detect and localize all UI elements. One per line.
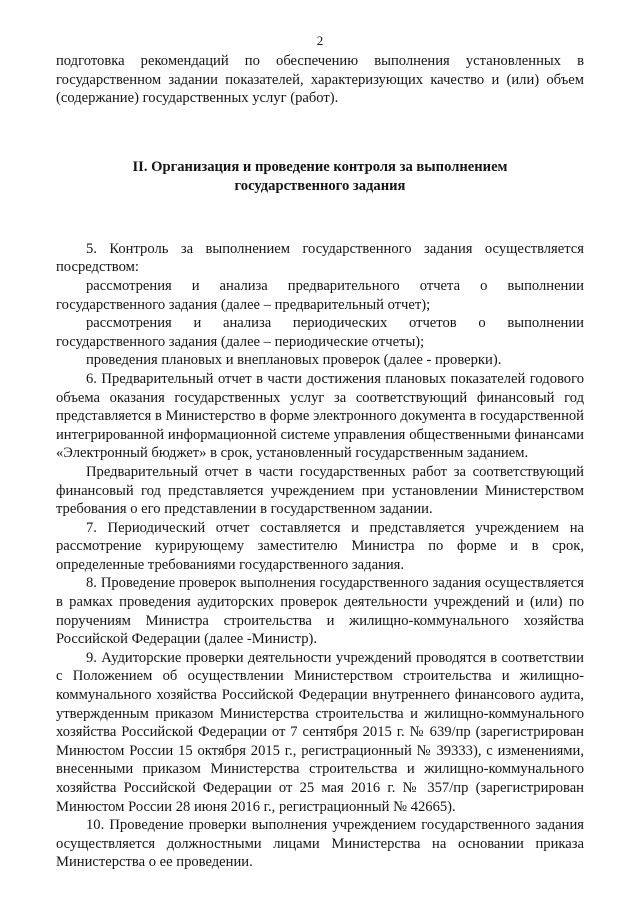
page-number: 2 (316, 33, 324, 48)
list-item-inspections: проведения плановых и внеплановых проверок (далее - проверки). (86, 352, 502, 369)
document-body (56, 52, 584, 872)
paragraph-10: 10. Проведение проверки выполнения учреждением государственного задания осуществляется должностными лицами Министерства на основании приказа Министерства о ее проведении. (56, 817, 584, 871)
section-title-line-2: государственного задания (234, 177, 406, 194)
list-item-periodic-reports: рассмотрения и анализа периодических отчетов о выполнении государственного задания (далее – периодические отчеты); (56, 315, 584, 350)
intro-paragraph: подготовка рекомендаций по обеспечению выполнения установленных в государственном задании показателей, характеризующих качество и (или) объем (содержание) государственных услуг (работ). (56, 53, 584, 107)
paragraph-5: 5. Контроль за выполнением государственного задания осуществляется посредством: (56, 240, 584, 276)
section-title-line-1: II. Организация и проведение контроля за выполнением (132, 158, 508, 175)
paragraph-9: 9. Аудиторские проверки деятельности учреждений проводятся в соответствии с Положением об осуществлении Министерством строительства и жилищно-коммунального хозяйства Российской Федерации внутреннего финансового аудита, утвержденным приказом Министерства строительства и жилищно-коммунального хозяйства Российской Федерации от 7 сентября 2015 г. № 639/пр (зарегистрирован Минюстом России 15 октября 2015 г., регистрационный № 39333), с изменениями, внесенными приказом Министерства строительства и жилищно-коммунального хозяйства Российской Федерации от 25 мая 2016 г. № 357/пр (зарегистрирован Минюстом России 28 июня 2016 г., регистрационный № 42665). (56, 649, 584, 815)
paragraph-8: 8. Проведение проверок выполнения государственного задания осуществляется в рамках проведения аудиторских проверок деятельности учреждений и (или) по поручениям Министра строительства и жилищно-коммунального хозяйства Российской Федерации (далее -Министр). (56, 575, 584, 648)
section-heading (56, 158, 584, 196)
paragraph-7: 7. Периодический отчет составляется и представляется учреждением на рассмотрение курирующему заместителю Министра по форме и в срок, определенные требованиями государственного задания. (56, 519, 584, 573)
paragraph-6-works: Предварительный отчет в части государственных работ за соответствующий финансовый год представляется учреждением при установлении Министерством требования о его представлении в государственном задании. (56, 463, 584, 518)
list-item-preliminary-report: рассмотрения и анализа предварительного отчета о выполнении государственного задания (далее – предварительный отчет); (56, 277, 584, 313)
paragraph-6: 6. Предварительный отчет в части достижения плановых показателей годового объема оказания государственных услуг за соответствующий финансовый год представляется в Министерство в форме электронного документа в государственной интегрированной информационной системе управления общественными финансами «Электронный бюджет» в срок, установленный государственным заданием. (56, 370, 584, 462)
